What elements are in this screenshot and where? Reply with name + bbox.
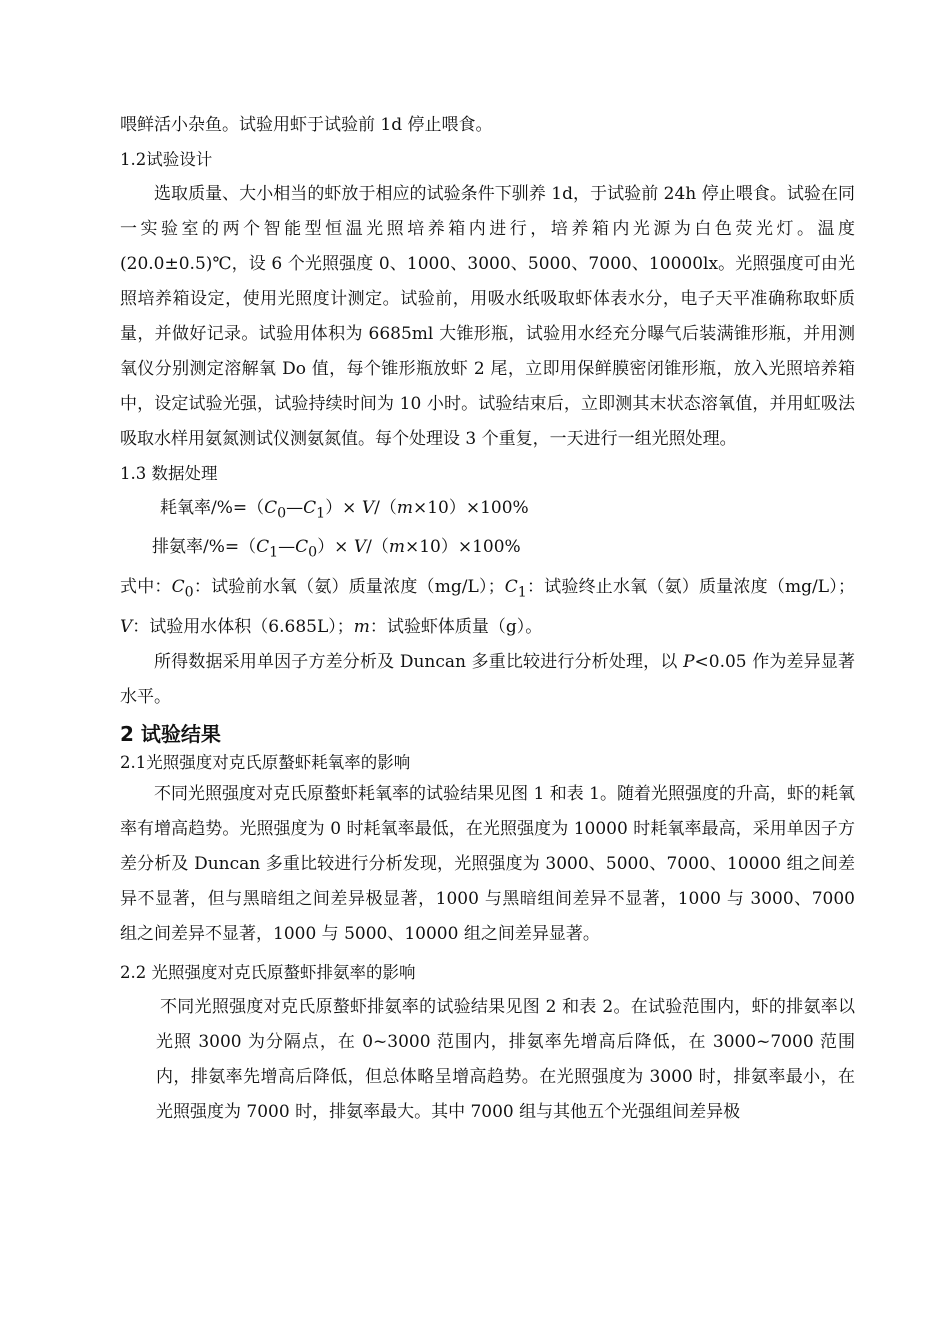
paragraph-oxygen-results: 不同光照强度对克氏原螯虾耗氧率的试验结果见图 1 和表 1。随着光照强度的升高，虾的耗氧率有增高趋势。光照强度为 0 时耗氧率最低，在光照强度为 10000 时耗氧率最高，采用单因子方差分析及 Duncan 多重比较进行分析发现，光照强度为 3000、5000、7000、10000 组之间差异不显著，但与黑暗组之间差异极显著，1000 与黑暗组间差异不显著，1000 与 3000、7000 组之间差异不显著，1000 与 5000、10000 组之间差异显著。 (120, 784, 855, 945)
section-2-2-heading: 2.2 光照强度对克氏原螯虾排氨率的影响 (120, 963, 416, 983)
formula-variable-definitions: 式中：$C_0$：试验前水氧（氨）质量浓度（mg/L）；$C_1$：试验终止水氧（氨）质量浓度（mg/L）；V：试验用水体积（6.685L）；m：试验虾体质量（g）。 (120, 576, 855, 638)
paragraph-experimental-design: 选取质量、大小相当的虾放于相应的试验条件下驯养 1d，于试验前 24h 停止喂食。试验在同一实验室的两个智能型恒温光照培养箱内进行，培养箱内光源为白色荧光灯。温度(20.0±0.5)℃，设 6 个光照强度 0、1000、3000、5000、7000、10000lx。光照强度可由光照培养箱设定，使用光照度计测定。试验前，用吸水纸吸取虾体表水分，电子天平准确称取虾质量，并做好记录。试验用体积为 6685ml 大锥形瓶，试验用水经充分曝气后装满锥形瓶，并用测氧仪分别测定溶解氧 Do 值，每个锥形瓶放虾 2 尾，立即用保鲜膜密闭锥形瓶，放入光照培养箱中，设定试验光强，试验持续时间为 10 小时。试验结束后，立即测其末状态溶氧值，并用虹吸法吸取水样用氨氮测试仪测氨氮值。每个处理设 3 个重复，一天进行一组光照处理。 (120, 184, 855, 449)
section-2-heading: 2 试验结果 (120, 722, 221, 747)
paragraph-ammonia-results: 不同光照强度对克氏原螯虾排氨率的试验结果见图 2 和表 2。在试验范围内，虾的排氨率以光照 3000 为分隔点，在 0~3000 范围内，排氨率先增高后降低，在 3000~7000 范围内，排氨率先增高后降低，但总体略呈增高趋势。在光照强度为 3000 时，排氨率最小，在光照强度为 7000 时，排氨率最大。其中 7000 组与其他五个光强组间差异极 (156, 997, 855, 1123)
formula-oxygen-consumption: 耗氧率$/\%=(C_0—C_1)\times V/(m\times 10)\times 100\%$ (160, 498, 529, 522)
section-1-3-heading: 1.3 数据处理 (120, 464, 218, 483)
section-2-1-heading: 2.1光照强度对克氏原螯虾耗氧率的影响 (120, 753, 411, 773)
formula-ammonia-excretion: 排氨率$/\%=(C_1—C_0)\times V/(m\times 10)\times 100\%$ (152, 537, 521, 561)
paragraph-feeding: 喂鲜活小杂鱼。试验用虾于试验前 1d 停止喂食。 (120, 115, 493, 135)
section-1-2-heading: 1.2试验设计 (120, 150, 213, 169)
paragraph-statistical-analysis: 所得数据采用单因子方差分析及 Duncan 多重比较进行分析处理，以 P<0.05 作为差异显著水平。 (120, 652, 856, 708)
